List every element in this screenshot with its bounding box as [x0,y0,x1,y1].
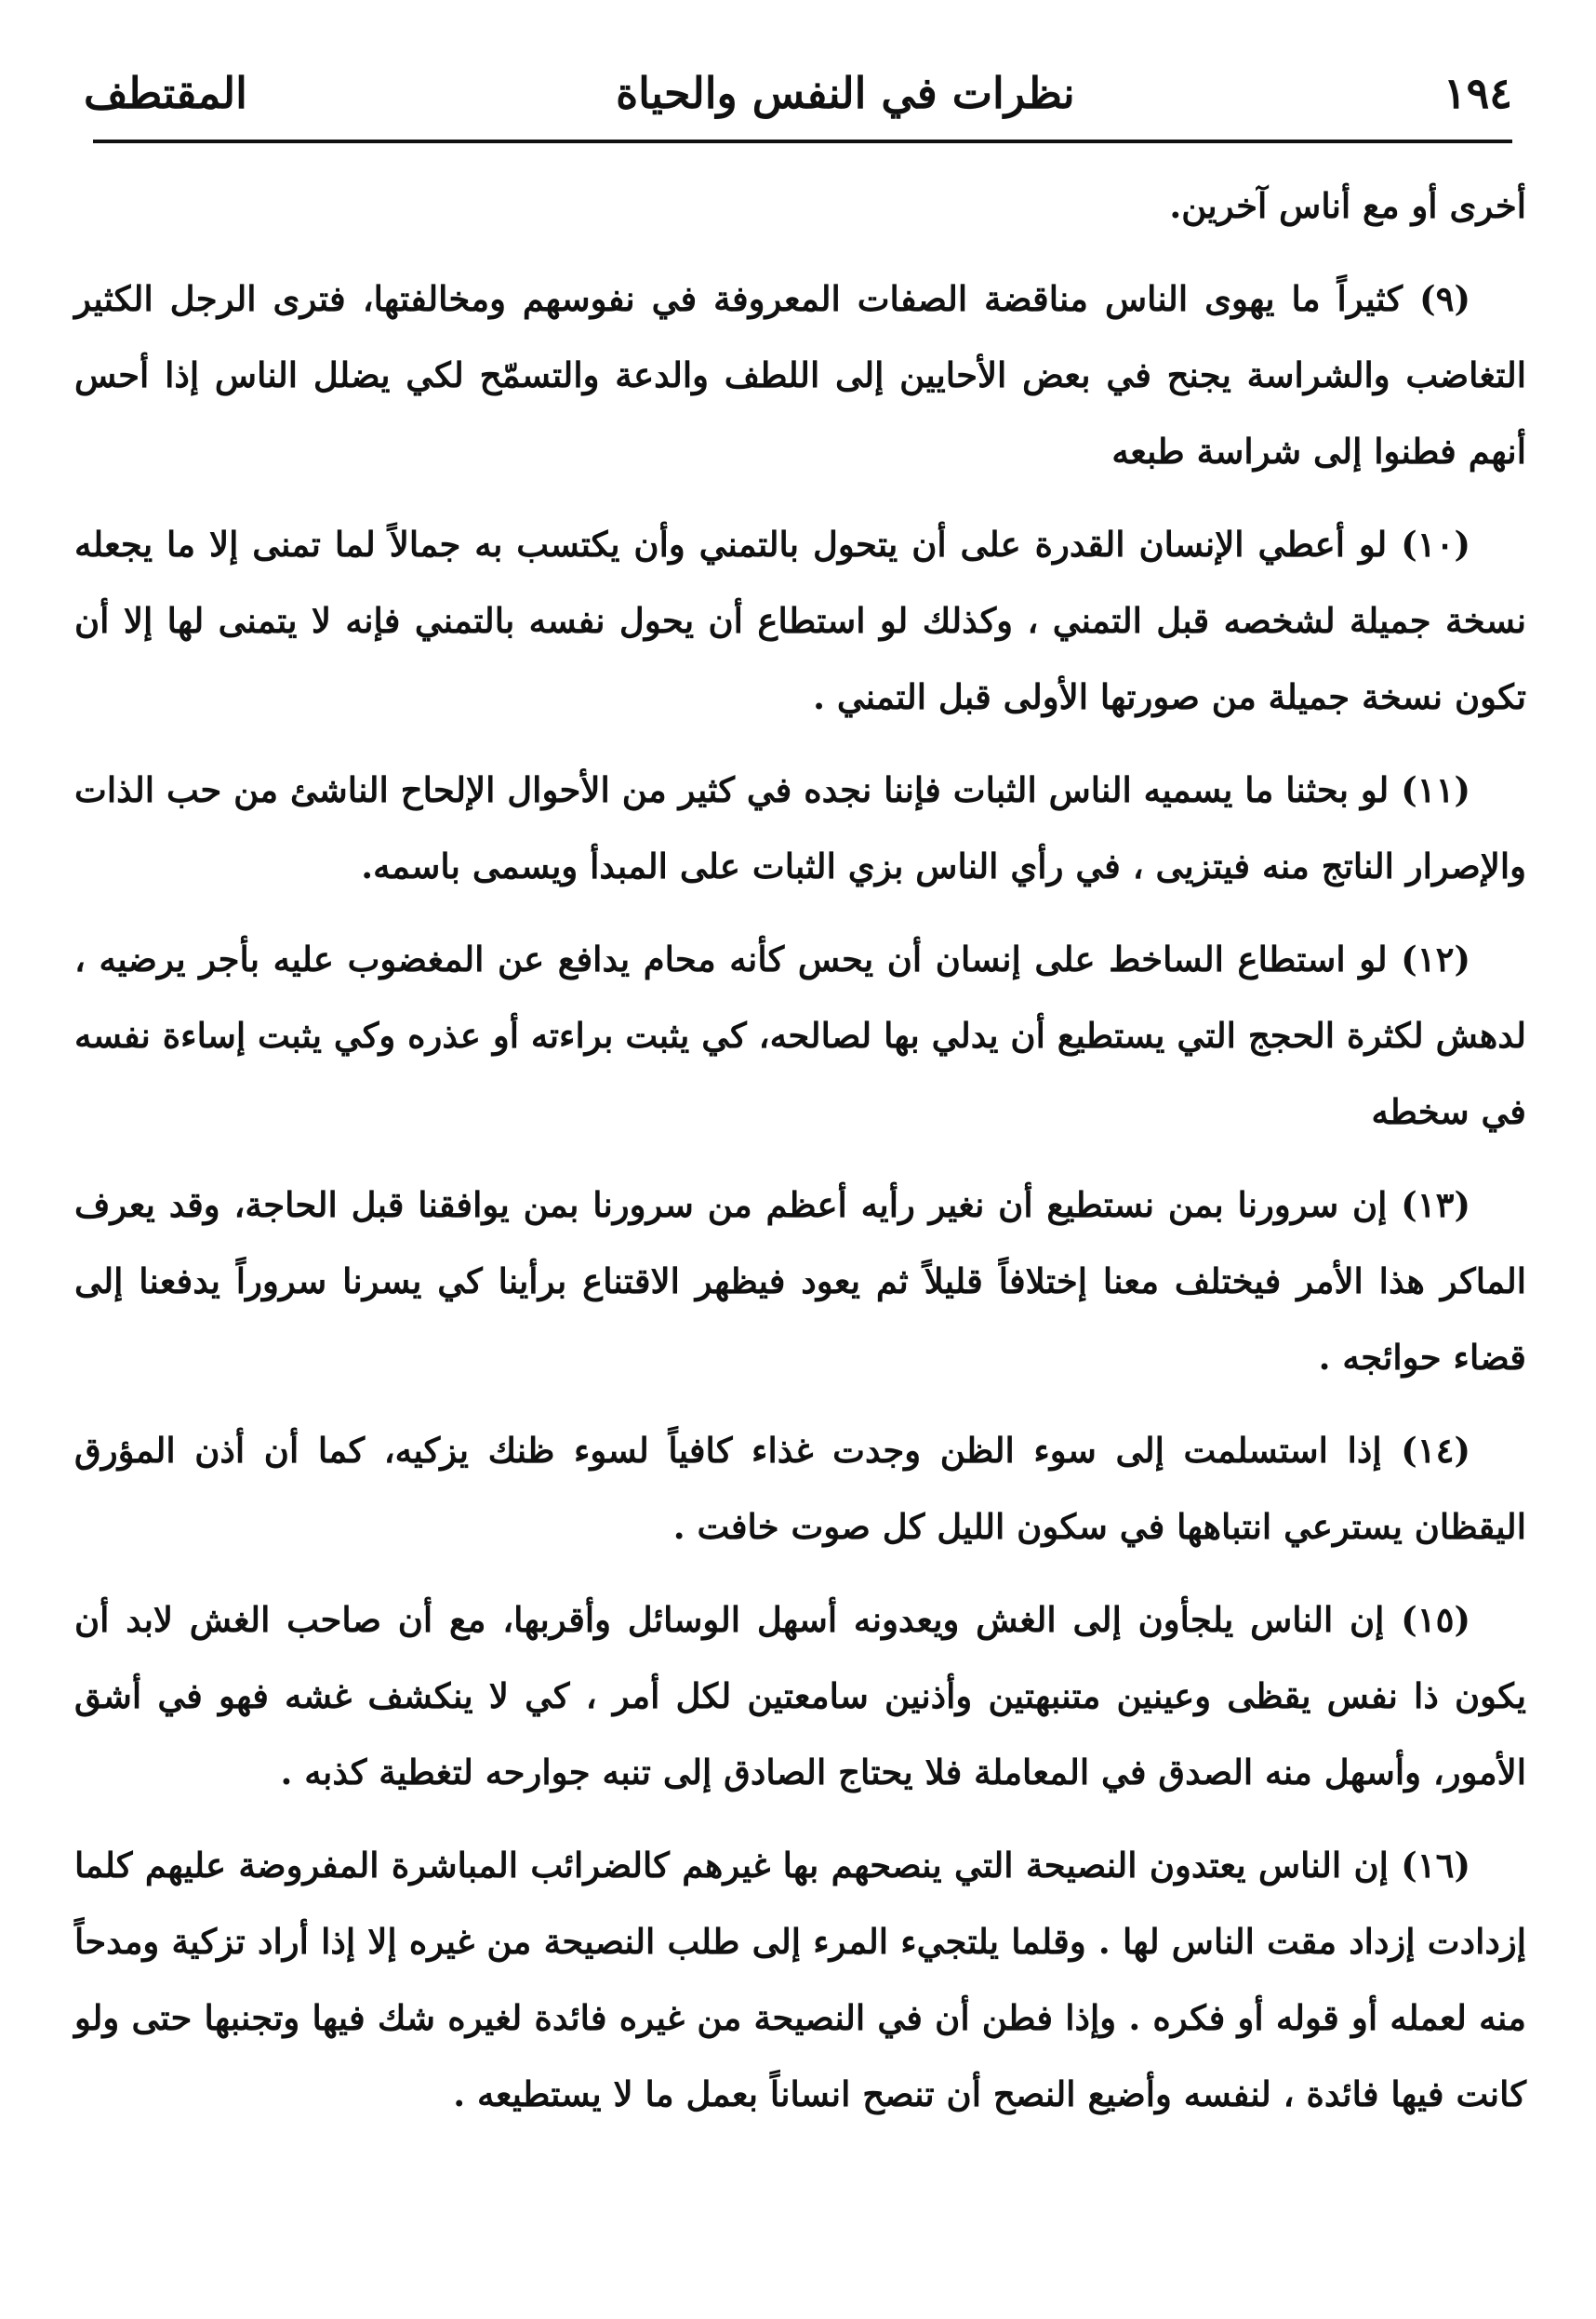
running-header [84,56,1512,130]
page-body [74,167,1526,2149]
page-number: ١٩٤ [1443,68,1512,118]
paragraph-item-9: (٩) كثيراً ما يهوى الناس مناقضة الصفات المعروفة في نفوسهم ومخالفتها، فترى الرجل الكثير التغاضب والشراسة يجنح في بعض الأحايين إلى اللطف والدعة والتسمّح لكي يضلل الناس إذا أحس أنهم فطنوا إلى شراسة طبعه [74,278,1526,472]
paragraph-item-14: (١٤) إذا استسلمت إلى سوء الظن وجدت غذاء كافياً لسوء ظنك يزكيه، كما أن أذن المؤرق اليقظان يسترعي انتباهها في سكون الليل كل صوت خافت . [74,1430,1526,1547]
article-title: نظرات في النفس والحياة [616,68,1075,118]
paragraph-item-12: (١٢) لو استطاع الساخط على إنسان أن يحس كأنه محام يدافع عن المغضوب عليه بأجر يرضيه ، لدهش لكثرة الحجج التي يستطيع أن يدلي بها لصالحه، كي يثبت براءته أو عذره وكي يثبت إساءة نفسه في سخطه [74,939,1526,1132]
paragraph-continuation: أخرى أو مع أناس آخرين. [1169,185,1526,226]
paragraph-item-11: (١١) لو بحثنا ما يسميه الناس الثبات فإننا نجده في كثير من الأحوال الإلحاح الناشئ من حب الذات والإصرار الناتج منه فيتزيى ، في رأي الناس بزي الثبات على المبدأ ويسمى باسمه. [74,769,1526,886]
paragraph-item-15: (١٥) إن الناس يلجأون إلى الغش ويعدونه أسهل الوسائل وأقربها، مع أن صاحب الغش لابد أن يكون ذا نفس يقظى وعينين متنبهتين وأذنين سامعتين لكل أمر ، كي لا ينكشف غشه فهو في أشق الأمور، وأسهل منه الصدق في المعاملة فلا يحتاج الصادق إلى تنبه جوارحه لتغطية كذبه . [74,1599,1526,1793]
header-rule [93,140,1512,143]
paragraph-item-13: (١٣) إن سرورنا بمن نستطيع أن نغير رأيه أعظم من سرورنا بمن يوافقنا قبل الحاجة، وقد يعرف الماكر هذا الأمر فيختلف معنا إختلافاً قليلاً ثم يعود فيظهر الاقتناع برأينا كي يسرنا سروراً يدفعنا إلى قضاء حوائجه . [74,1184,1526,1378]
paragraph-item-16: (١٦) إن الناس يعتدون النصيحة التي ينصحهم بها غيرهم كالضرائب المباشرة المفروضة عليهم كلما إزدادت إزداد مقت الناس لها . وقلما يلتجيء المرء إلى طلب النصيحة من غيره إلا إذا أراد تزكية ومدحاً منه لعمله أو قوله أو فكره . وإذا فطن أن في النصيحة من غيره فائدة لغيره شك فيها وتجنبها حتى ولو كانت فيها فائدة ، لنفسه وأضيع النصح أن تنصح انساناً بعمل ما لا يستطيعه . [74,1845,1526,2114]
journal-name: المقتطف [84,68,247,118]
paragraph-item-10: (١٠) لو أعطي الإنسان القدرة على أن يتحول بالتمني وأن يكتسب به جمالاً لما تمنى إلا ما يجعله نسخة جميلة لشخصه قبل التمني ، وكذلك لو استطاع أن يحول نفسه بالتمني فإنه لا يتمنى لها إلا أن تكون نسخة جميلة من صورتها الأولى قبل التمني . [74,524,1526,717]
